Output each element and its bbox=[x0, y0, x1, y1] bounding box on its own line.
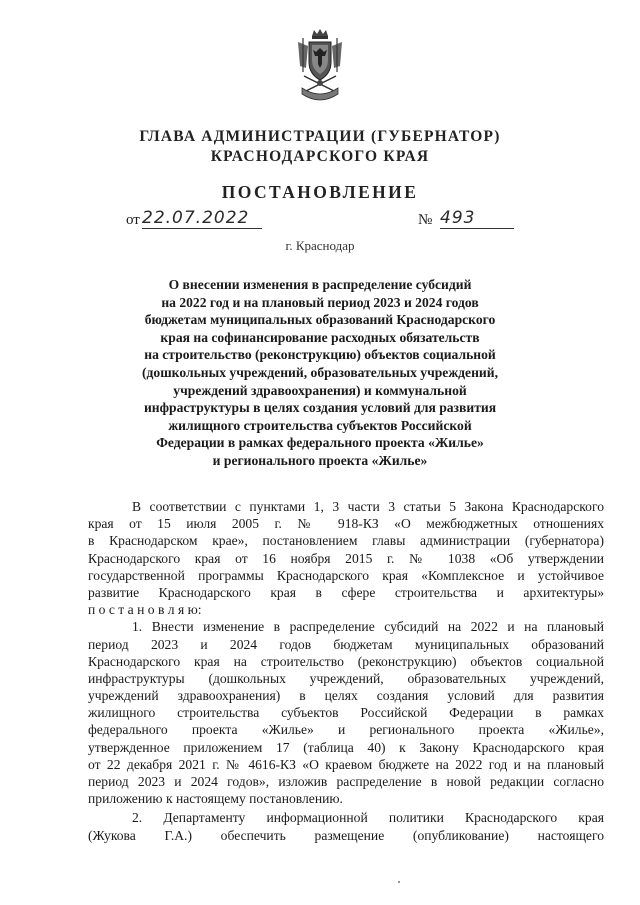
body-line: государственной программы Краснодарского края «Комплексное и устойчивое bbox=[88, 567, 604, 583]
document-number: 493 bbox=[440, 208, 514, 229]
document-title bbox=[100, 276, 540, 470]
issuer-region: КРАСНОДАРСКОГО КРАЯ bbox=[210, 148, 430, 165]
title-line: Федерации в рамках федерального проекта «Жилье» bbox=[156, 435, 484, 451]
body-line: края от 15 июля 2005 г. № 918-КЗ «О межбюджетных отношениях bbox=[88, 516, 604, 532]
title-line: О внесении изменения в распределение субсидий bbox=[168, 277, 472, 292]
body-line: инфраструктуры (дошкольных учреждений, образовательных учреждений, bbox=[88, 670, 604, 686]
issuer-title: ГЛАВА АДМИНИСТРАЦИИ (ГУБЕРНАТОР) bbox=[139, 128, 501, 145]
body-line: учреждений здравоохранения) в целях создания условий для развития bbox=[88, 688, 604, 704]
body-line: Краснодарского края от 16 ноября 2015 г. № 1038 «Об утверждении bbox=[88, 550, 604, 566]
body-line: (Жукова Г.А.) обеспечить размещение (опубликование) настоящего bbox=[88, 827, 604, 843]
body-line: жилищного строительства субъектов Российской Федерации в рамках bbox=[88, 705, 604, 721]
body-line: период 2023 и 2024 годов бюджетам муниципальных образований bbox=[88, 636, 604, 652]
body-line: 1. Внести изменение в распределение субсидий на 2022 и на плановый bbox=[132, 619, 604, 635]
body-line: утвержденное приложением 17 (таблица 40) к Закону Краснодарского края bbox=[88, 739, 604, 755]
body-line: развитие Краснодарского края в сфере строительства и архитектуры» bbox=[88, 584, 604, 600]
issue-city: г. Краснодар bbox=[285, 238, 355, 253]
body-line: от 22 декабря 2021 г. № 4616-КЗ «О краевом бюджете на 2022 год и на плановый bbox=[88, 756, 604, 772]
body-line: Краснодарского края на строительство (реконструкцию) объектов социальной bbox=[88, 653, 604, 669]
decree-word: п о с т а н о в л я ю: bbox=[88, 602, 202, 618]
krasnodar-coat-of-arms-icon bbox=[294, 28, 346, 106]
title-line: жилищного строительства субъектов Российской bbox=[168, 417, 472, 433]
title-line: инфраструктуры в целях создания условий для развития bbox=[143, 400, 497, 416]
title-line: (дошкольных учреждений, образовательных учреждений, bbox=[142, 364, 498, 380]
scan-speck bbox=[398, 881, 400, 883]
title-line: учреждений здравоохранения) и коммунальной bbox=[173, 382, 467, 398]
body-line: В соответствии с пунктами 1, 3 части 3 статьи 5 Закона Краснодарского bbox=[132, 499, 604, 514]
document-date: 22.07.2022 bbox=[142, 208, 262, 229]
body-line: приложению к настоящему постановлению. bbox=[88, 791, 343, 807]
title-line: бюджетам муниципальных образований Краснодарского bbox=[144, 312, 496, 328]
document-body bbox=[88, 498, 604, 844]
number-prefix: № bbox=[418, 212, 433, 228]
title-line: края на софинансирование расходных обязательств bbox=[160, 329, 480, 345]
body-line: федерального проекта «Жилье» и регионального проекта «Жилье», bbox=[88, 722, 604, 738]
title-line: на строительство (реконструкцию) объектов социальной bbox=[144, 347, 496, 363]
title-line: на 2022 год и на плановый период 2023 и 2024 годов bbox=[161, 294, 479, 310]
body-line: период 2023 и 2024 годов», изложив распределение в новой редакции согласно bbox=[88, 774, 604, 789]
document-type: ПОСТАНОВЛЕНИЕ bbox=[221, 182, 419, 202]
title-line: и регионального проекта «Жилье» bbox=[212, 452, 428, 468]
body-line: 2. Департаменту информационной политики Краснодарского края bbox=[132, 810, 604, 826]
body-line: в Краснодарском крае», постановлением главы администрации (губернатора) bbox=[88, 533, 604, 549]
date-prefix: от bbox=[126, 212, 140, 228]
